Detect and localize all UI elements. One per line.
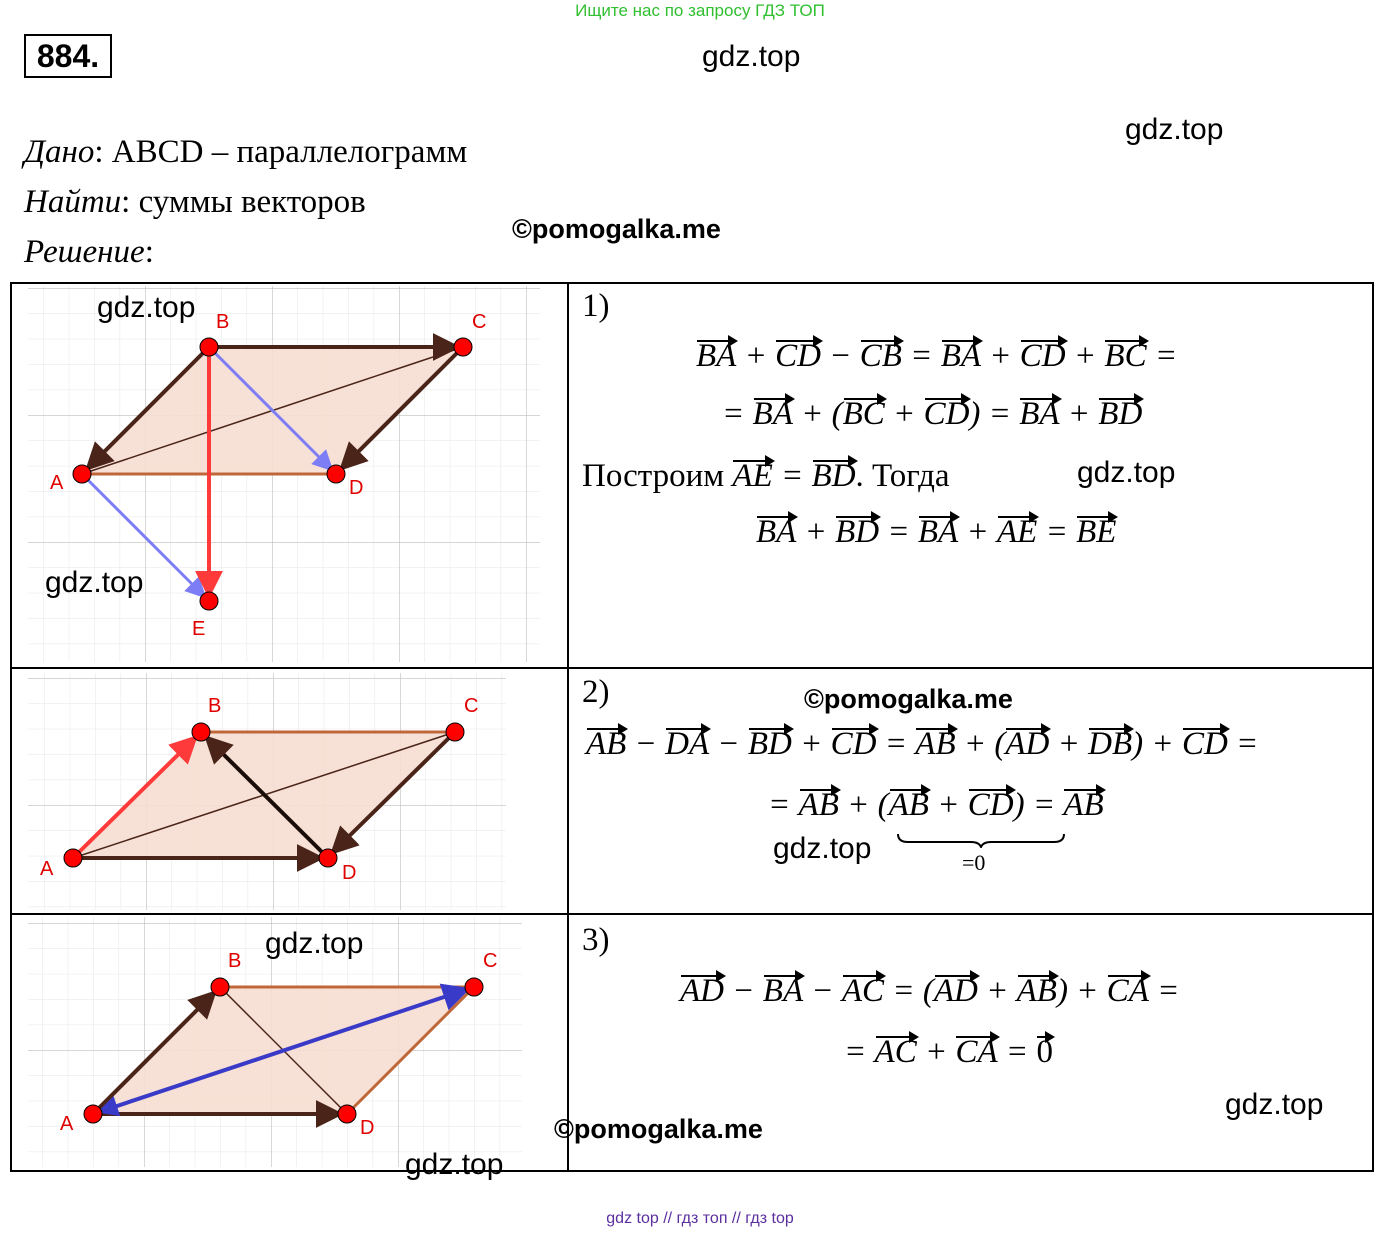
watermark-gdz: gdz.top [702,40,801,73]
solution-line [24,234,154,271]
given-text: : ABCD – параллелограмм [94,134,468,170]
label-d: D [342,862,357,884]
point-a [64,849,82,867]
row-1-number: 1) [582,288,610,324]
watermark-pomogalka: ©pomogalka.me [554,1114,763,1144]
row-3-line-1: AD − BA − AC = (AD + AB) + CA = [680,973,1180,1009]
point-a [73,465,91,483]
point-c [465,978,483,996]
row-3-line-2: = AC + CA = 0 [844,1034,1053,1070]
find-label: Найти [24,184,122,220]
label-d: D [349,477,364,499]
point-d [327,465,345,483]
point-a [84,1105,102,1123]
label-d: D [360,1117,375,1139]
point-b [192,723,210,741]
point-b [211,978,229,996]
point-c [454,338,472,356]
diagram-2 [12,669,566,912]
label-b: B [208,695,222,717]
label-c: C [464,695,479,717]
find-line [24,184,366,221]
watermark-gdz: gdz.top [1225,1088,1324,1121]
row-1-line-2: = BA + (BC + CD) = BA + BD [722,396,1143,432]
task-number: 884. [24,34,112,78]
find-text: : суммы векторов [121,184,366,220]
watermark-gdz: gdz.top [1077,456,1176,489]
row-1-line-1: BA + CD − CB = BA + CD + BC = [696,338,1178,374]
solution-label: Решение [24,234,145,270]
label-a: A [40,858,54,880]
point-d [338,1105,356,1123]
row-2-number: 2) [582,674,610,710]
row-2-line-2: = AB + (AB + CD) = AB [768,787,1104,823]
watermark-gdz: gdz.top [265,927,364,960]
label-a: A [50,472,64,494]
label-c: C [483,950,498,972]
given-label: Дано [24,134,95,170]
underbrace [896,832,1066,848]
watermark-gdz: gdz.top [1125,113,1224,146]
underbrace-label: =0 [962,850,986,875]
solution-colon: : [144,234,154,270]
watermark-gdz: gdz.top [45,566,144,599]
watermark-pomogalka: ©pomogalka.me [512,214,721,244]
diagram-1 [12,284,566,666]
watermark-pomogalka: ©pomogalka.me [804,684,1013,714]
point-e [200,592,218,610]
row-1-line-3: Построим AE = BD. Тогда [582,458,950,494]
label-b: B [216,311,230,333]
top-banner: Ищите нас по запросу ГДЗ ТОП [575,1,825,20]
point-b [200,338,218,356]
label-c: C [472,311,487,333]
diagram-3 [12,915,566,1171]
label-a: A [60,1113,74,1135]
label-b: B [228,950,242,972]
point-c [446,723,464,741]
footer-links[interactable]: gdz top // гдз топ // гдз top [606,1210,794,1227]
label-e: E [192,618,206,640]
watermark-gdz: gdz.top [97,291,196,324]
table-divider [567,282,569,1172]
watermark-gdz: gdz.top [405,1148,504,1181]
point-d [319,849,337,867]
given-line [24,134,467,171]
row-3-number: 3) [582,922,610,958]
watermark-gdz: gdz.top [773,832,872,865]
row-1-line-4: BA + BD = BA + AE = BE [756,514,1117,550]
row-2-line-1: AB − DA − BD + CD = AB + (AD + DB) + CD = [586,726,1259,762]
